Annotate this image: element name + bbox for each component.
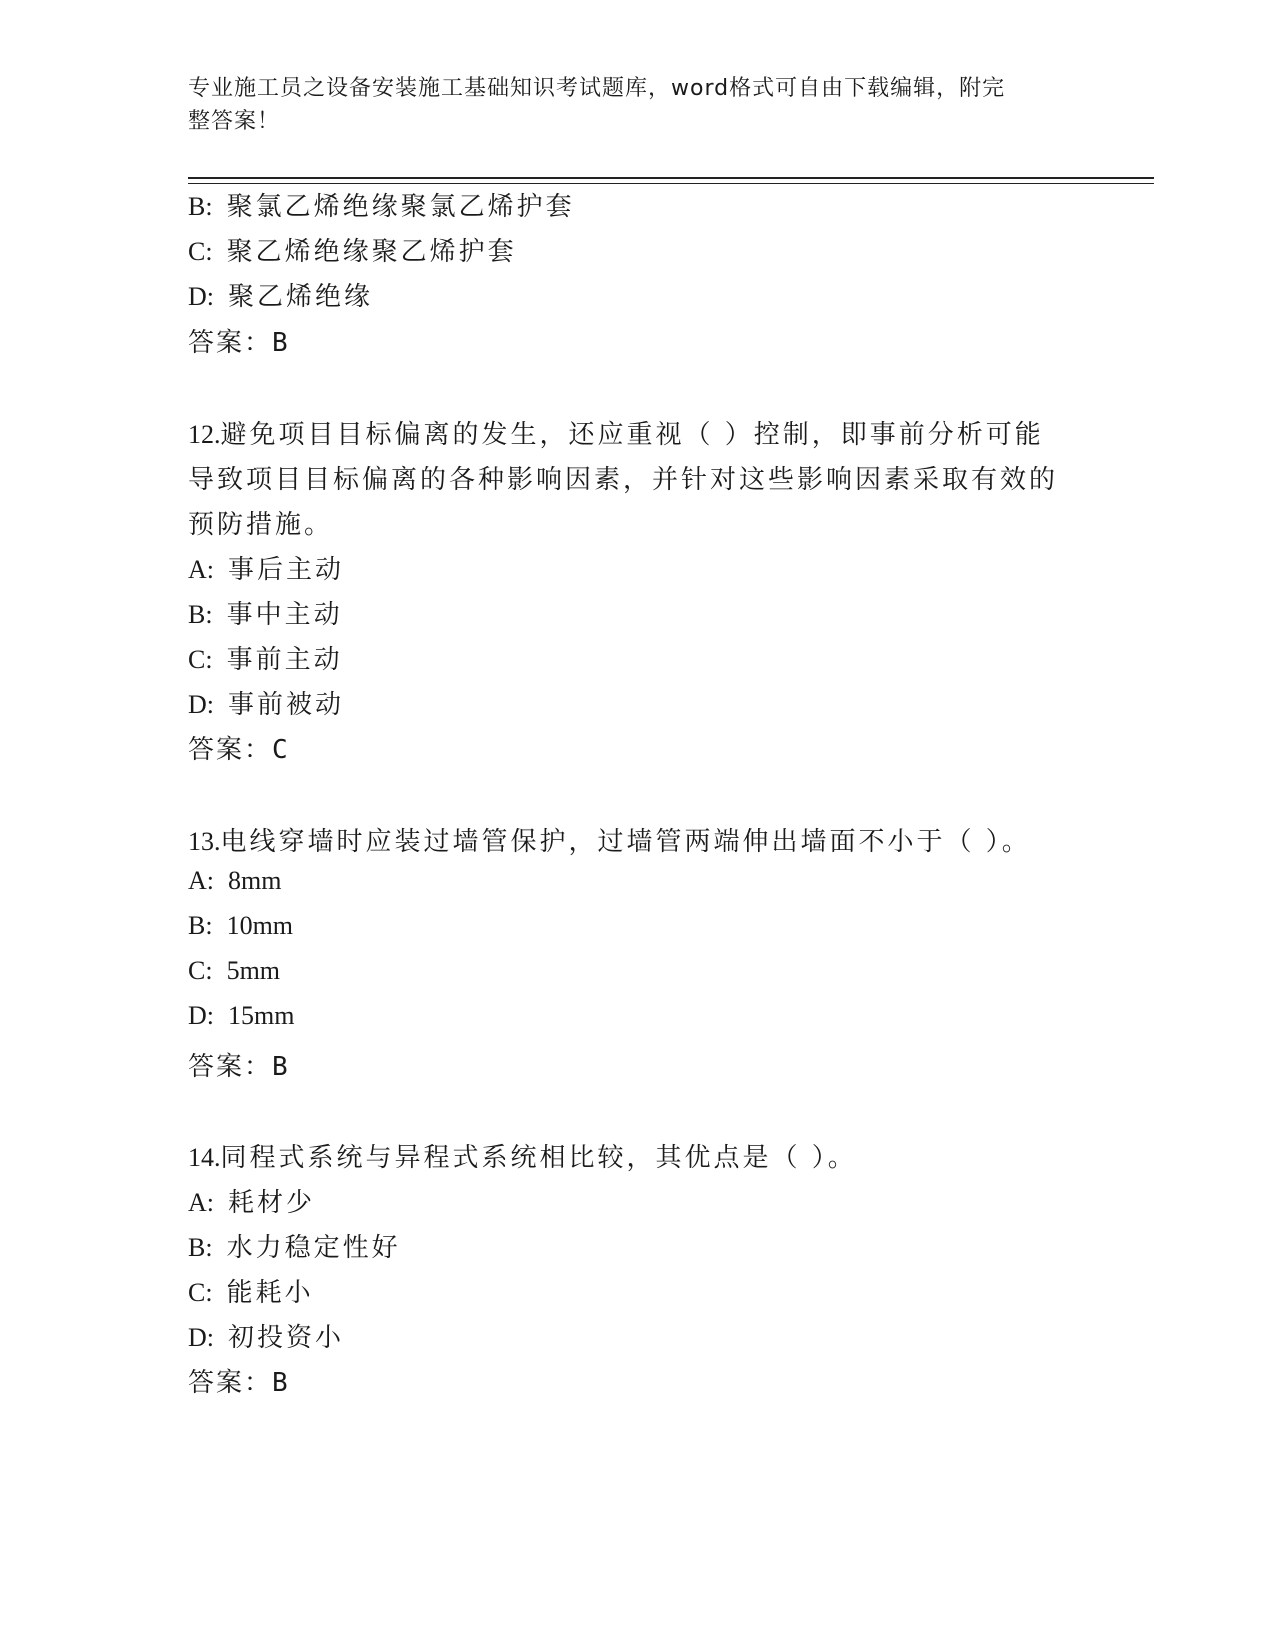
q12-option-a: [188, 549, 344, 586]
option-key: A:: [188, 1188, 214, 1217]
option-key: C:: [188, 1278, 213, 1307]
option-key: C:: [188, 237, 213, 266]
answer-value: B: [272, 1052, 288, 1082]
question-stem: 同程式系统与异程式系统相比较，其优点是（ ）。: [220, 1143, 857, 1173]
q14-option-c: [188, 1272, 314, 1309]
answer-value: B: [272, 328, 288, 358]
header-divider-thick: [188, 177, 1154, 179]
q11-option-b: [188, 186, 575, 223]
q11-option-d: [188, 276, 373, 313]
option-key: D:: [188, 1001, 214, 1030]
q12-stem-line1: [188, 414, 1044, 451]
q12-answer: [188, 729, 288, 766]
q14-answer: [188, 1362, 288, 1399]
q14-option-b: [188, 1227, 401, 1264]
question-number: 13.: [188, 827, 221, 856]
option-text: 能耗小: [226, 1278, 314, 1308]
q13-stem: [188, 821, 1031, 858]
q14-stem: [188, 1137, 857, 1174]
option-key: D:: [188, 1323, 214, 1352]
q12-stem-line2: 导致项目目标偏离的各种影响因素，并针对这些影响因素采取有效的: [188, 465, 1059, 495]
option-text: 事前主动: [226, 645, 343, 675]
option-key: C:: [188, 645, 213, 674]
header-title-line2: 整答案！: [188, 109, 281, 134]
option-text: 水力稳定性好: [226, 1233, 401, 1263]
q14-option-a: [188, 1182, 315, 1219]
q13-option-a: [188, 866, 281, 896]
q13-option-b: [188, 911, 293, 941]
q12-option-c: [188, 639, 343, 676]
header-title-line1: 专业施工员之设备安装施工基础知识考试题库，word格式可自由下载编辑，附完: [188, 76, 1006, 101]
option-text: 聚乙烯绝缘聚乙烯护套: [226, 237, 517, 267]
option-text: 8mm: [228, 866, 282, 895]
option-text: 事中主动: [226, 600, 343, 630]
question-stem: 电线穿墙时应装过墙管保护，过墙管两端伸出墙面不小于（ ）。: [220, 827, 1031, 857]
option-key: C:: [188, 956, 213, 985]
option-key: A:: [188, 866, 214, 895]
question-number: 12.: [188, 420, 221, 449]
document-header: [188, 72, 1088, 138]
answer-label: 答案：: [188, 1052, 273, 1082]
option-key: D:: [188, 282, 214, 311]
q12-option-d: [188, 684, 344, 721]
q11-answer: [188, 322, 288, 359]
answer-value: C: [272, 735, 288, 765]
option-key: B:: [188, 911, 213, 940]
option-text: 聚乙烯绝缘: [228, 282, 374, 312]
question-stem: 避免项目目标偏离的发生，还应重视（ ）控制，即事前分析可能: [220, 420, 1044, 450]
option-text: 15mm: [228, 1001, 295, 1030]
q14-option-d: [188, 1317, 344, 1354]
option-text: 5mm: [226, 956, 281, 985]
answer-label: 答案：: [188, 328, 273, 358]
answer-label: 答案：: [188, 735, 273, 765]
q13-answer: [188, 1046, 288, 1083]
q13-option-d: [188, 1001, 294, 1031]
answer-label: 答案：: [188, 1368, 273, 1398]
header-divider-thin: [188, 183, 1154, 184]
option-text: 事前被动: [228, 690, 345, 720]
option-text: 初投资小: [228, 1323, 345, 1353]
option-key: D:: [188, 690, 214, 719]
option-text: 事后主动: [228, 555, 345, 585]
option-key: A:: [188, 555, 214, 584]
option-text: 10mm: [226, 911, 294, 940]
q12-option-b: [188, 594, 343, 631]
option-key: B:: [188, 1233, 213, 1262]
question-number: 14.: [188, 1143, 221, 1172]
answer-value: B: [272, 1368, 288, 1398]
option-key: B:: [188, 600, 213, 629]
q13-option-c: [188, 956, 280, 986]
option-key: B:: [188, 192, 213, 221]
q12-stem-line3: 预防措施。: [188, 510, 334, 540]
option-text: 耗材少: [228, 1188, 316, 1218]
option-text: 聚氯乙烯绝缘聚氯乙烯护套: [226, 192, 575, 222]
q11-option-c: [188, 231, 517, 268]
